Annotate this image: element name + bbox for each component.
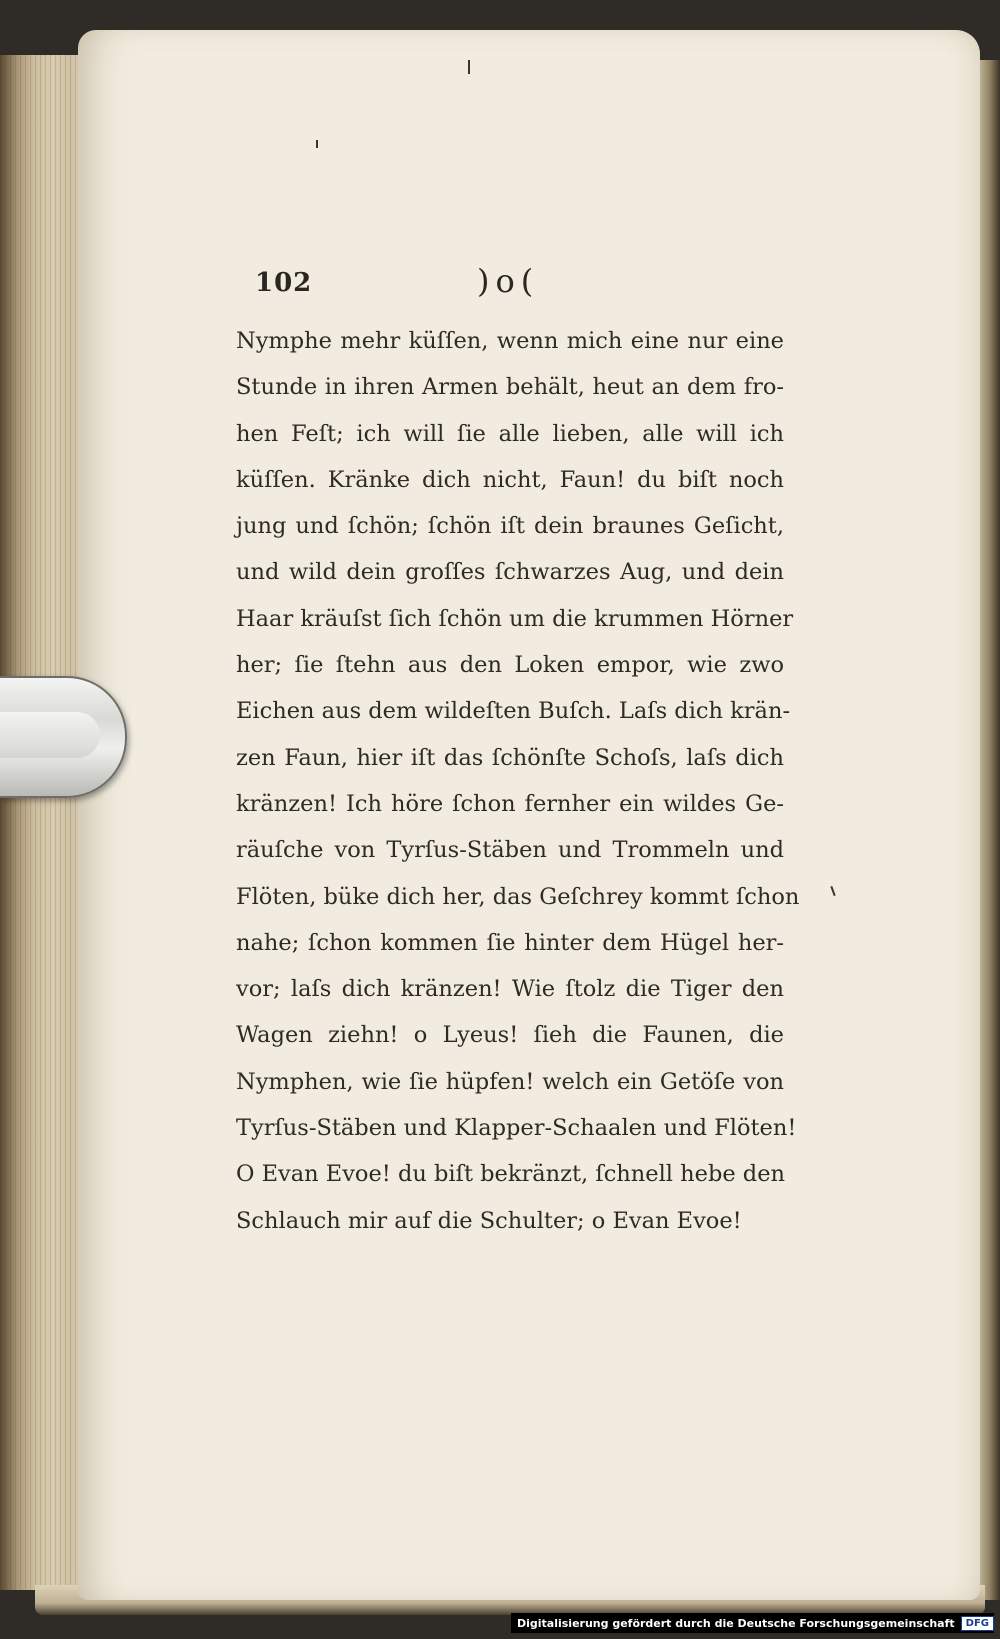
page-number: 102 (255, 268, 313, 298)
body-text (236, 318, 800, 1244)
text-line: Eichen aus dem wildeſten Buſch. Laſs dich krän- (236, 698, 791, 725)
footer-credit: Digitalisierung gefördert durch die Deutsche Forschungsgemeinschaft (516, 1616, 955, 1630)
text-line: Nymphen, wie ſie hüpfen! welch ein Getöſe von (236, 1068, 784, 1095)
text-line: her; ſie ſtehn aus den Loken empor, wie zwo (236, 652, 784, 679)
text-line: nahe; ſchon kommen ſie hinter dem Hügel her- (236, 929, 784, 956)
text-line: jung und ſchön; ſchön iſt dein braunes Geſicht, (236, 513, 784, 540)
text-line: Haar kräuſst ſich ſchön um die krummen Hörner (236, 605, 794, 632)
text-line: kränzen! Ich höre ſchon fernher ein wildes Ge- (236, 790, 784, 817)
digitization-footer (511, 1613, 994, 1633)
text-line: hen Feſt; ich will ſie alle lieben, alle will ich (236, 420, 784, 447)
ink-mark-small (316, 140, 318, 148)
page-clip-highlight (0, 712, 100, 758)
text-line: Wagen ziehn! o Lyeus! ſieh die Faunen, die (236, 1022, 784, 1049)
text-line: und wild dein groſſes ſchwarzes Aug, und dein (236, 559, 784, 586)
dfg-logo-icon: DFG (961, 1616, 994, 1631)
text-line: Nymphe mehr küſſen, wenn mich eine nur eine (236, 328, 784, 354)
header-ornament: )o( (477, 262, 540, 300)
text-line: O Evan Evoe! du biſt bekränzt, ſchnell hebe den (236, 1161, 786, 1188)
text-line: räuſche von Tyrſus-Stäben und Trommeln und (236, 837, 784, 864)
ink-mark-top (468, 60, 470, 74)
text-line: küſſen. Kränke dich nicht, Faun! du biſt noch (236, 466, 784, 493)
text-line: Tyrſus-Stäben und Klapper-Schaalen und Flöten! (236, 1115, 797, 1142)
text-line: Flöten, büke dich her, das Geſchrey kommt ſchon (236, 883, 800, 910)
text-line: Stunde in ihren Armen behält, heut an dem fro- (236, 374, 784, 401)
text-line: vor; laſs dich kränzen! Wie ſtolz die Tiger den (236, 976, 784, 1003)
text-line: zen Faun, hier iſt das ſchönſte Schoſs, laſs dich (236, 744, 784, 771)
text-line: Schlauch mir auf die Schulter; o Evan Evoe! (236, 1207, 742, 1234)
page-header (255, 262, 795, 308)
